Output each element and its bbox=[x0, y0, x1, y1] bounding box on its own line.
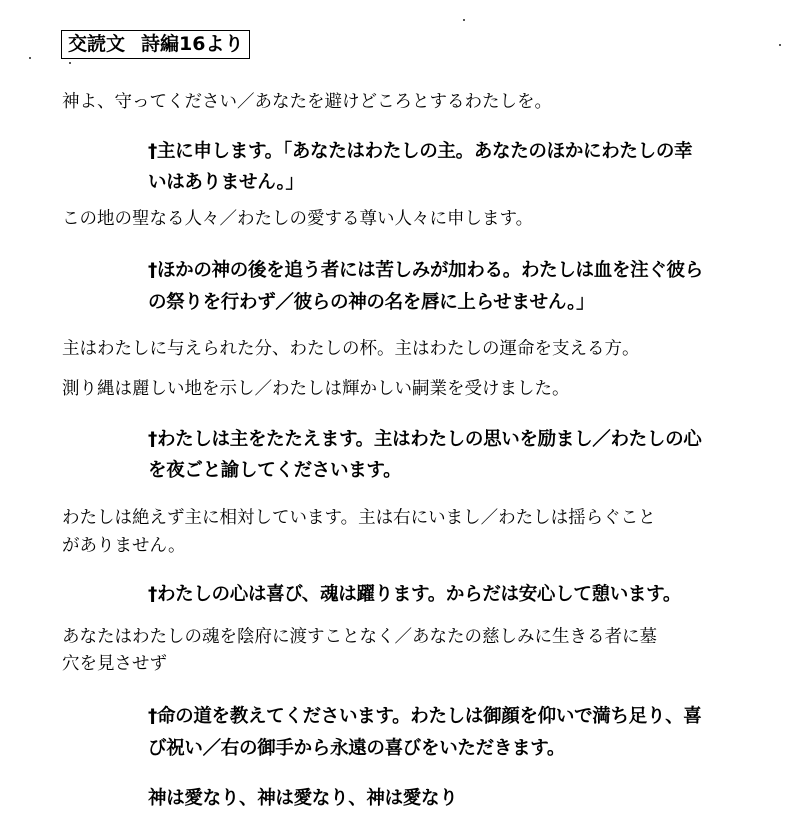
scan-speck bbox=[29, 57, 31, 59]
response-line-5b: び祝い／右の御手から永遠の喜びをいただきます。 bbox=[148, 738, 566, 759]
reading-line-2: この地の聖なる人々／わたしの愛する尊い人々に申します。 bbox=[62, 209, 534, 229]
reading-line-1: 神よ、守ってください／あなたを避けどころとするわたしを。 bbox=[62, 92, 552, 112]
response-line-1a: †主に申します。「あなたはわたしの主。あなたのほかにわたしの幸 bbox=[148, 141, 693, 162]
reading-line-4: 測り縄は麗しい地を示し／わたしは輝かしい嗣業を受けました。 bbox=[62, 379, 570, 399]
scan-speck bbox=[463, 19, 465, 21]
psalm-reference: 詩編16より bbox=[141, 33, 244, 55]
response-line-2a: †ほかの神の後を追う者には苦しみが加わる。わたしは血を注ぐ彼ら bbox=[148, 260, 703, 281]
reading-line-6b: 穴を見させず bbox=[62, 654, 167, 674]
scan-speck bbox=[779, 44, 781, 46]
response-line-3b: を夜ごと諭してくださいます。 bbox=[148, 460, 402, 481]
closing-line: 神は愛なり、神は愛なり、神は愛なり bbox=[148, 788, 458, 809]
response-line-2b: の祭りを行わず／彼らの神の名を唇に上らせません。」 bbox=[148, 292, 595, 313]
scan-speck bbox=[69, 62, 71, 64]
response-line-1b: いはありません。」 bbox=[148, 172, 304, 193]
response-line-5a: †命の道を教えてくださいます。わたしは御顔を仰いで満ち足り、喜 bbox=[148, 706, 702, 727]
document-title bbox=[61, 30, 250, 59]
reading-line-5b: がありません。 bbox=[62, 536, 186, 556]
title-label: 交読文 bbox=[68, 33, 126, 55]
reading-line-3: 主はわたしに与えられた分、わたしの杯。主はわたしの運命を支える方。 bbox=[62, 339, 640, 359]
response-line-4: †わたしの心は喜び、魂は躍ります。からだは安心して憩います。 bbox=[148, 584, 682, 605]
response-line-3a: †わたしは主をたたえます。主はわたしの思いを励まし／わたしの心 bbox=[148, 429, 702, 450]
reading-line-5a: わたしは絶えず主に相対しています。主は右にいまし／わたしは揺らぐこと bbox=[62, 508, 656, 528]
reading-line-6a: あなたはわたしの魂を陰府に渡すことなく／あなたの慈しみに生きる者に墓 bbox=[62, 627, 657, 647]
